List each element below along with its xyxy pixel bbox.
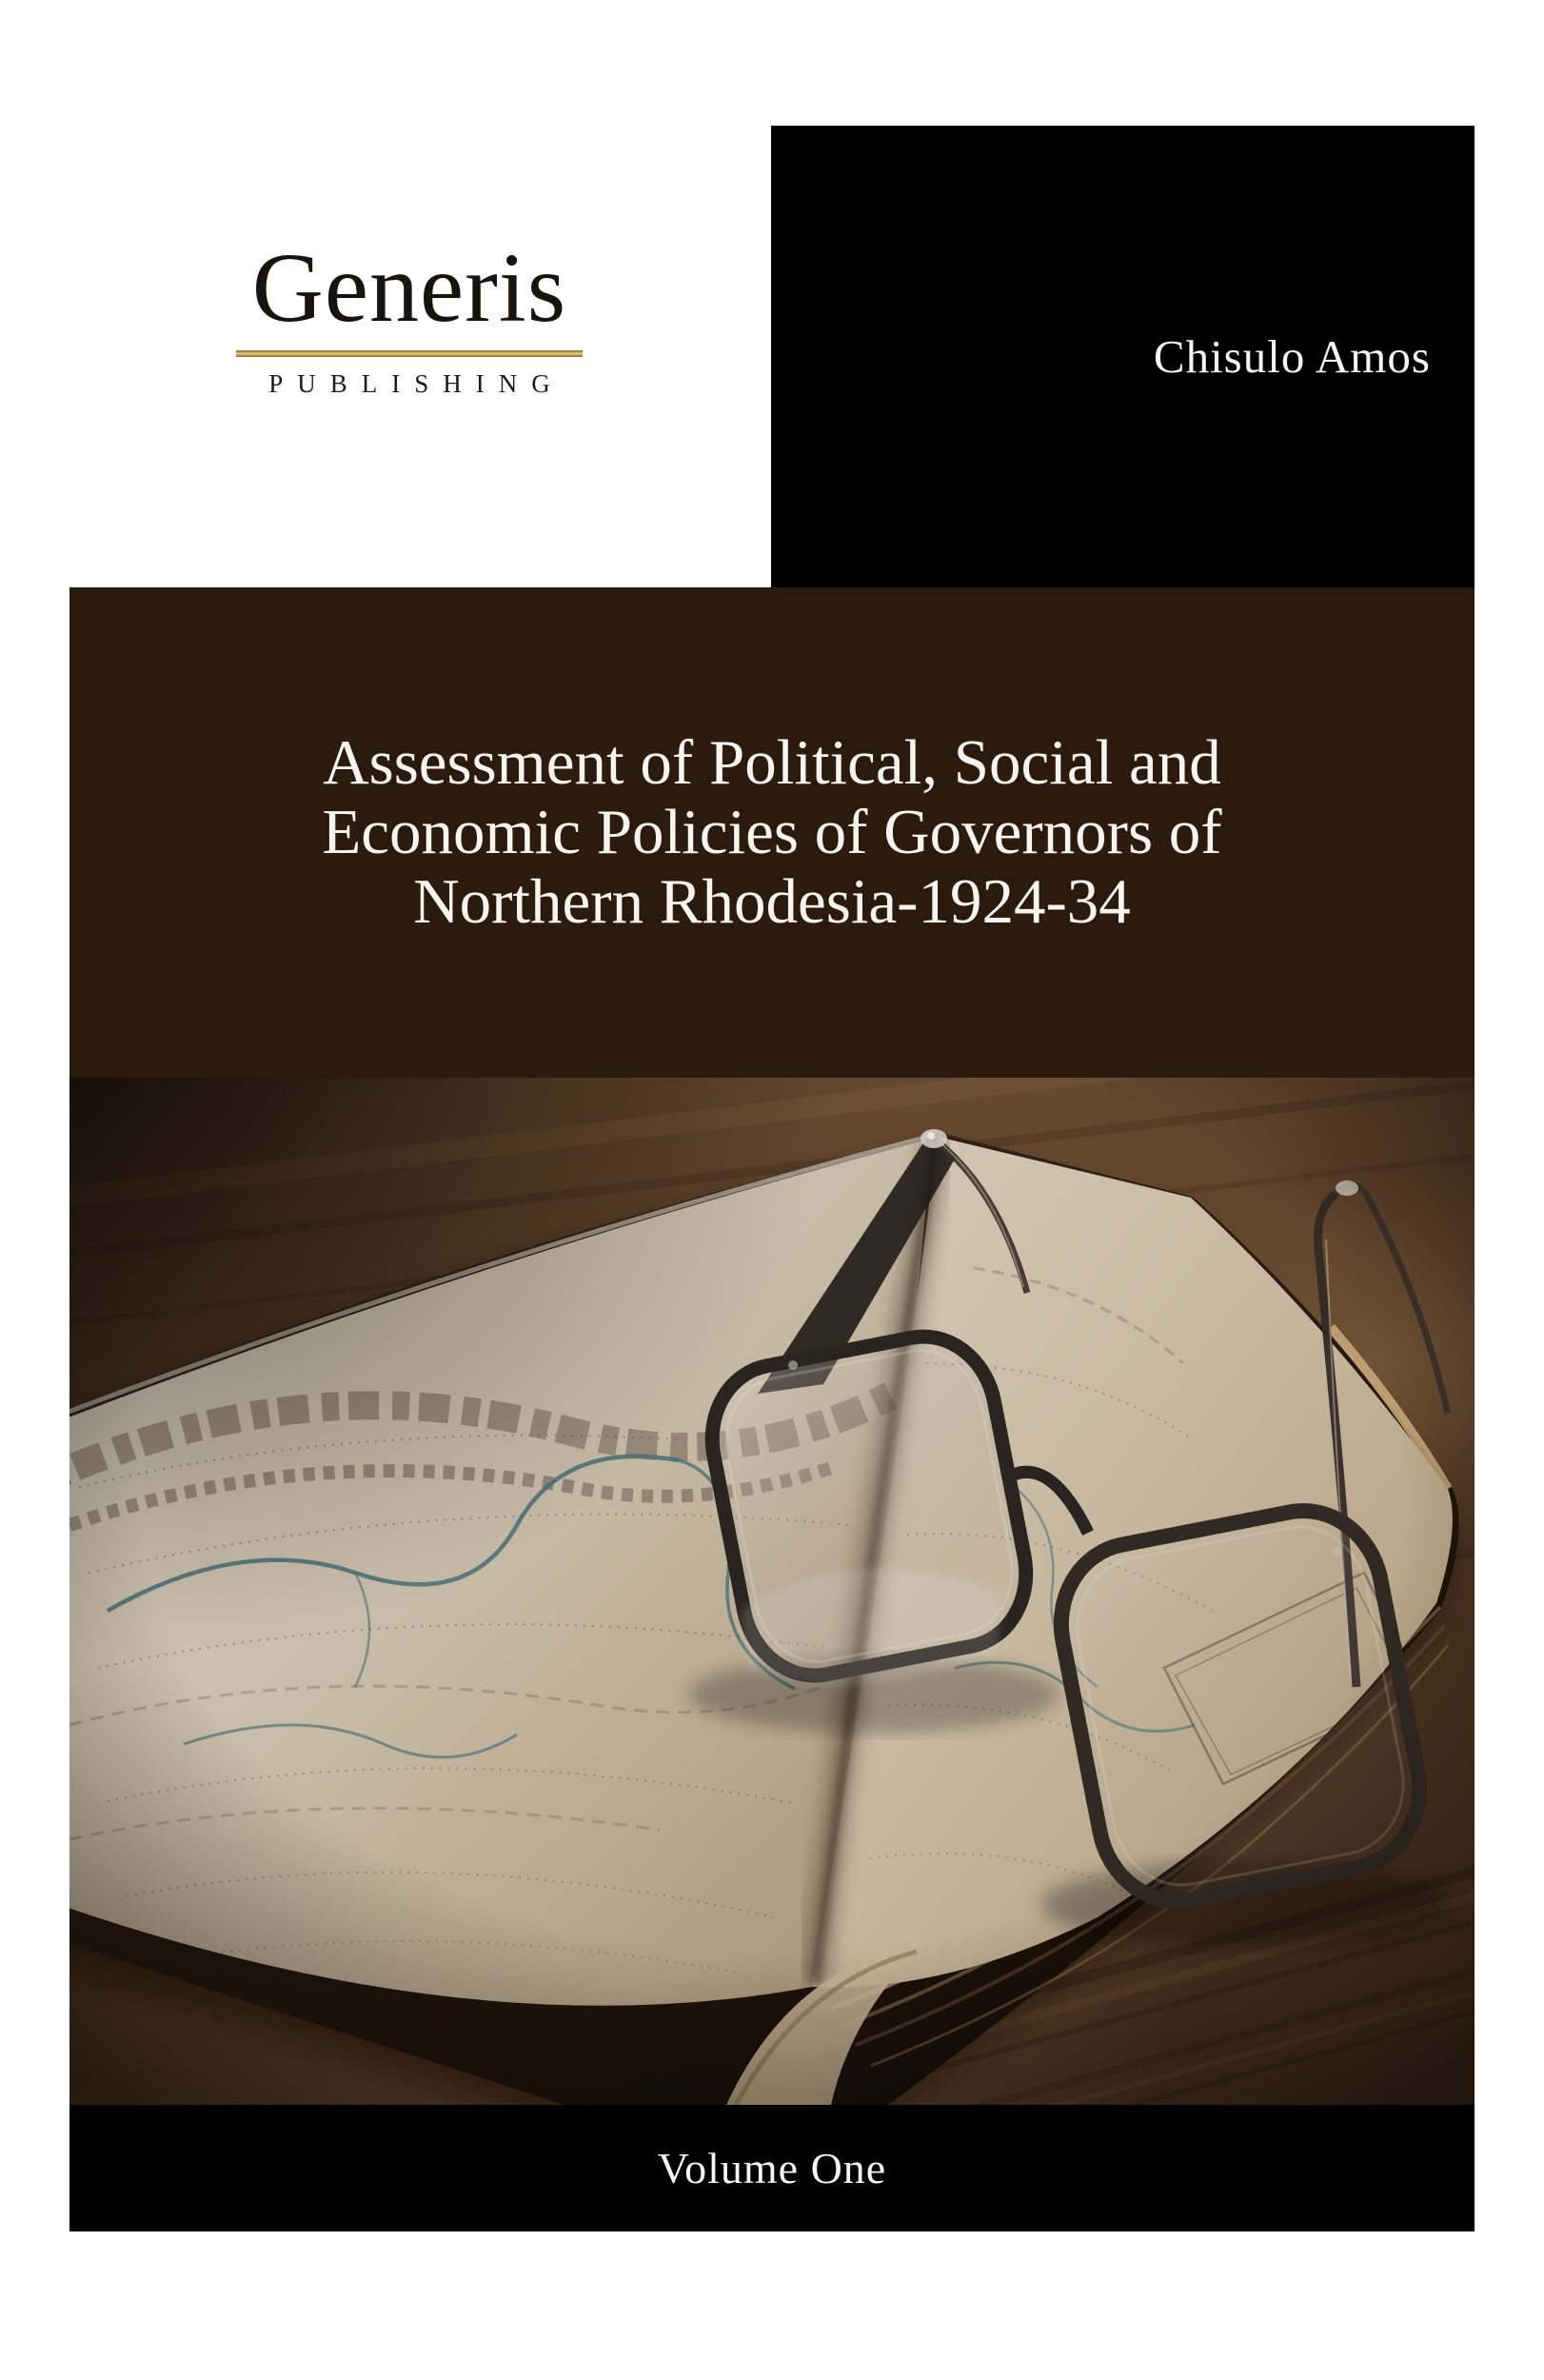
book-title-line: Assessment of Political, Social and [323, 727, 1221, 798]
title-band [69, 587, 1475, 1078]
publisher-name: Generis [251, 233, 567, 343]
author-name: Chisulo Amos [1153, 330, 1431, 383]
book-title-line: Economic Policies of Governors of [322, 797, 1222, 867]
logo-divider [236, 350, 583, 357]
author-panel [771, 126, 1475, 587]
publisher-logo [236, 233, 583, 398]
volume-band [69, 2105, 1475, 2231]
vignette-overlay [69, 1078, 1475, 2105]
book-title-line: Northern Rhodesia-1924-34 [413, 866, 1131, 937]
cover-photo-illustration [69, 1078, 1475, 2105]
publisher-tagline: PUBLISHING [268, 369, 564, 398]
volume-label: Volume One [657, 2143, 887, 2192]
